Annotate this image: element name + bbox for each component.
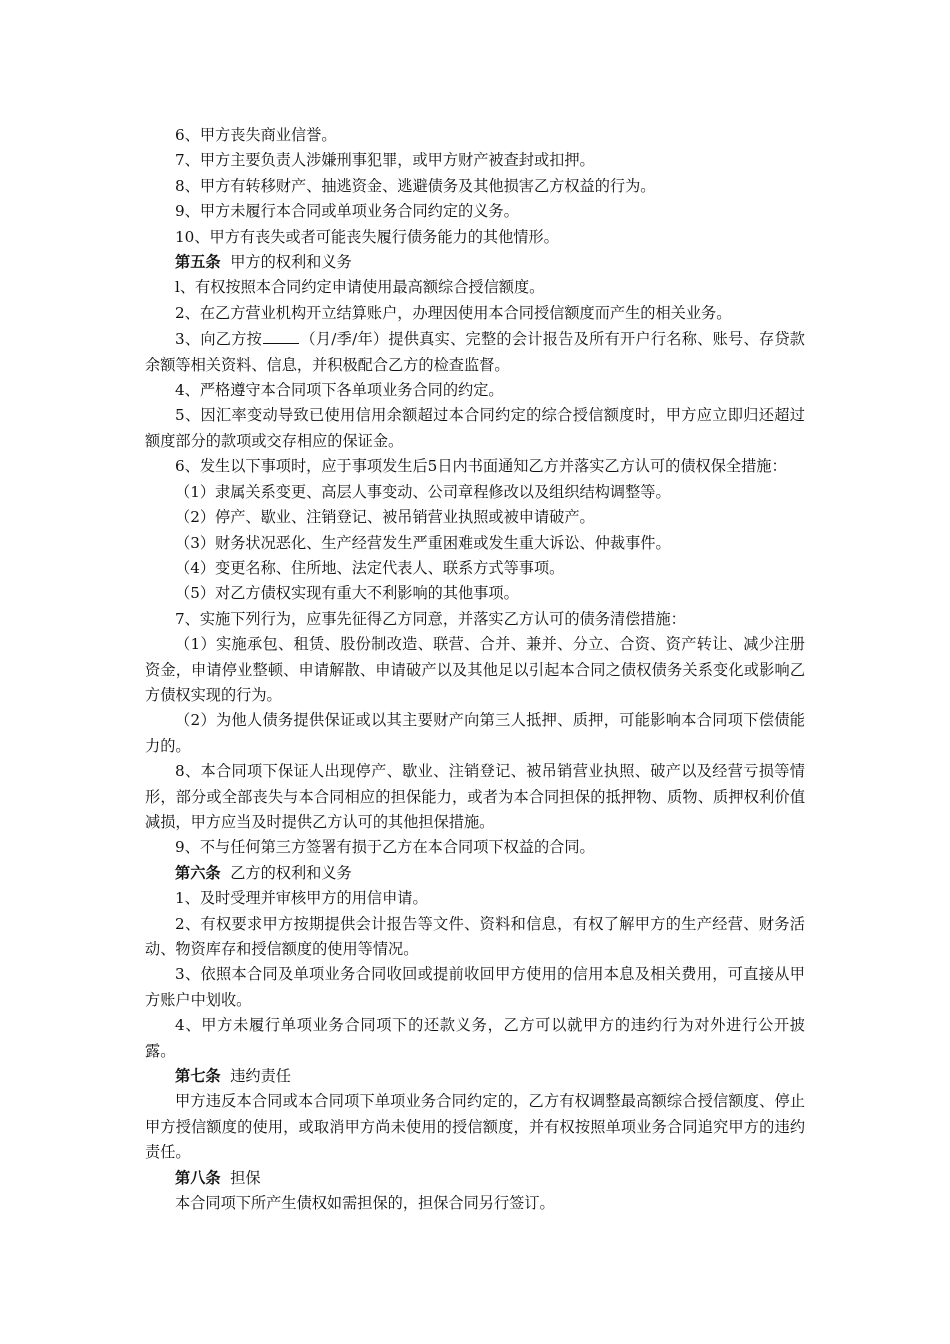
article-heading [145,1064,805,1089]
clause-paragraph: 8、甲方有转移财产、抽逃资金、逃避债务及其他损害乙方权益的行为。 [175,176,656,195]
clause-paragraph: 9、甲方未履行本合同或单项业务合同约定的义务。 [175,202,519,221]
clause-paragraph: 4、严格遵守本合同项下各单项业务合同的约定。 [175,381,504,400]
article-title: 乙方的权利和义务 [230,863,352,882]
clause-paragraph: （1）实施承包、租赁、股份制改造、联营、合并、兼并、分立、合资、资产转让、减少注册资金，申请停业整顿、申请解散、申请破产以及其他足以引起本合同之债权债务关系变化或影响乙方债权实现的行为。 [145,635,805,704]
clause-paragraph: 10、甲方有丧失或者可能丧失履行债务能力的其他情形。 [175,227,559,246]
document-body [145,123,805,1216]
clause-paragraph: l、有权按照本合同约定申请使用最高额综合授信额度。 [175,278,545,297]
article-heading [145,1166,805,1191]
clause-paragraph: （1）隶属关系变更、高层人事变动、公司章程修改以及组织结构调整等。 [175,482,671,501]
clause-paragraph: 8、本合同项下保证人出现停产、歇业、注销登记、被吊销营业执照、破产以及经营亏损等情形，部分或全部丧失与本合同相应的担保能力，或者为本合同担保的抵押物、质物、质押权利价值减损，甲方应当及时提供乙方认可的其他担保措施。 [145,762,805,831]
clause-paragraph: 5、因汇率变动导致已使用信用余额超过本合同约定的综合授信额度时，甲方应立即归还超过额度部分的款项或交存相应的保证金。 [145,406,805,450]
clause-paragraph: 3、依照本合同及单项业务合同收回或提前收回甲方使用的信用本息及相关费用，可直接从甲方账户中划收。 [145,965,805,1009]
article-number: 第六条 [175,863,221,882]
clause-paragraph: （2）停产、歇业、注销登记、被吊销营业执照或被申请破产。 [175,508,595,527]
article-number: 第五条 [175,253,221,272]
article-heading [145,861,805,886]
clause-paragraph: （4）变更名称、住所地、法定代表人、联系方式等事项。 [175,558,565,577]
article-title: 甲方的权利和义务 [230,253,352,272]
article-heading [145,250,805,275]
article-number: 第七条 [175,1067,221,1086]
article-title: 违约责任 [230,1067,291,1086]
clause-paragraph [145,326,805,378]
clause-paragraph: 6、发生以下事项时，应于事项发生后5日内书面通知乙方并落实乙方认可的债权保全措施： [175,457,787,476]
clause-paragraph: 6、甲方丧失商业信誉。 [175,126,337,144]
clause-text-after-blank: （月/季/年）提供真实、完整的会计报告及所有开户行名称、账号、存贷款余额等相关资料、信息，并积极配合乙方的检查监督。 [145,330,805,374]
clause-paragraph: 9、不与任何第三方签署有损于乙方在本合同项下权益的合同。 [175,838,595,857]
clause-paragraph: 本合同项下所产生债权如需担保的，担保合同另行签订。 [175,1194,555,1213]
clause-text-before-blank: 3、向乙方按 [175,330,263,349]
fill-in-blank [263,326,299,344]
clause-paragraph: 2、在乙方营业机构开立结算账户，办理因使用本合同授信额度而产生的相关业务。 [175,303,732,322]
clause-paragraph: 1、及时受理并审核甲方的用信申请。 [175,889,428,908]
clause-paragraph: （2）为他人债务提供保证或以其主要财产向第三人抵押、质押，可能影响本合同项下偿债能力的。 [145,711,805,755]
article-number: 第八条 [175,1168,221,1187]
clause-paragraph: （3）财务状况恶化、生产经营发生严重困难或发生重大诉讼、仲裁事件。 [175,533,671,552]
clause-paragraph: （5）对乙方债权实现有重大不利影响的其他事项。 [175,584,519,603]
clause-paragraph: 7、甲方主要负责人涉嫌刑事犯罪，或甲方财产被查封或扣押。 [175,151,595,170]
clause-paragraph: 4、甲方未履行单项业务合同项下的还款义务，乙方可以就甲方的违约行为对外进行公开披露。 [145,1016,805,1060]
clause-paragraph: 2、有权要求甲方按期提供会计报告等文件、资料和信息，有权了解甲方的生产经营、财务活动、物资库存和授信额度的使用等情况。 [145,914,805,958]
clause-paragraph: 7、实施下列行为，应事先征得乙方同意，并落实乙方认可的债务清偿措施： [175,609,686,628]
clause-paragraph: 甲方违反本合同或本合同项下单项业务合同约定的，乙方有权调整最高额综合授信额度、停止甲方授信额度的使用，或取消甲方尚未使用的授信额度，并有权按照单项业务合同追究甲方的违约责任。 [145,1092,805,1162]
article-title: 担保 [230,1168,261,1187]
